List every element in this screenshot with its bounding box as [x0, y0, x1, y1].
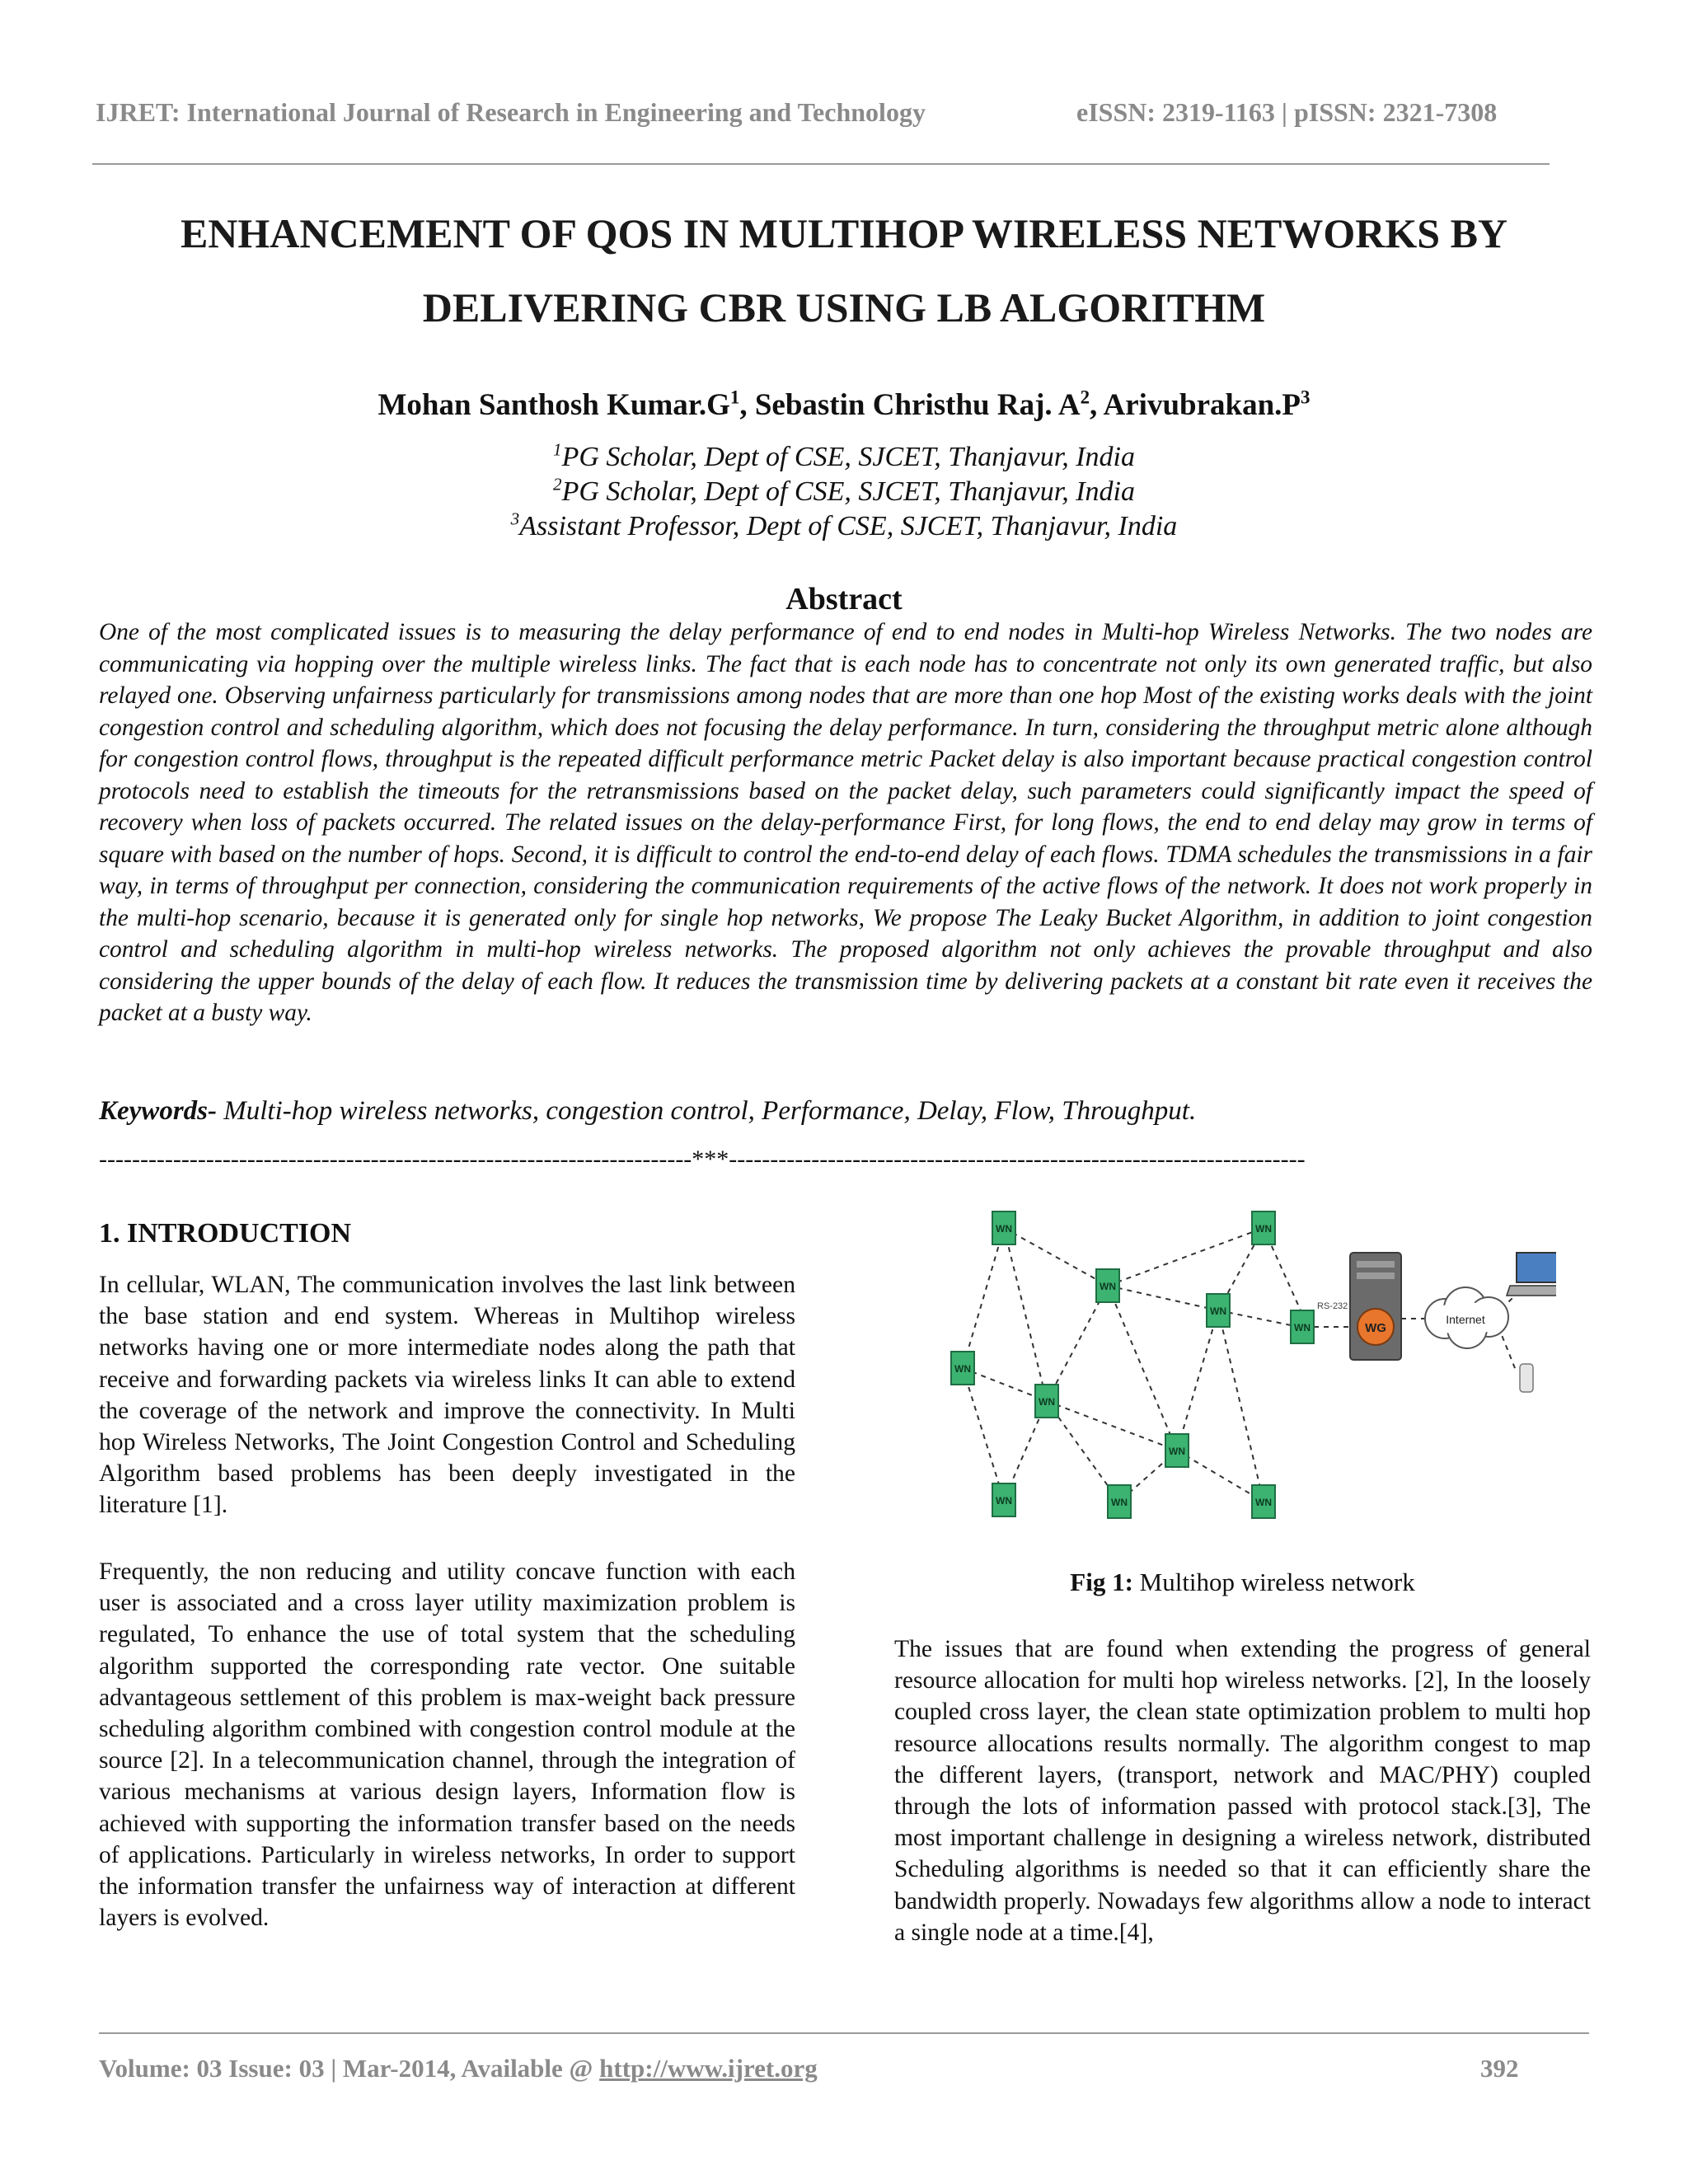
- wireless-node: [951, 1352, 974, 1385]
- svg-text:WG: WG: [1365, 1321, 1386, 1335]
- affiliation-mark: 1: [553, 439, 562, 460]
- wireless-link: [1177, 1451, 1264, 1502]
- svg-text:WN: WN: [996, 1495, 1012, 1507]
- author-list: Mohan Santhosh $Kumar.G^1$, Sebastin Christhu Raj. $A^2$, $Arivubrakan.P^3$: [377, 387, 1311, 422]
- footer-rule: [99, 2032, 1589, 2034]
- affiliation-text: PG Scholar, Dept of CSE, SJCET, Thanjavur, India: [561, 476, 1135, 507]
- page-number: 392: [1480, 2054, 1519, 2083]
- journal-url-link[interactable]: http://www.ijret.org: [599, 2054, 818, 2083]
- author-name: Arivubrakan.P: [1103, 388, 1301, 422]
- affiliation-mark: 3: [510, 509, 520, 529]
- internet-cloud-icon: [1425, 1287, 1508, 1348]
- keywords-label: Keywords-: [99, 1096, 217, 1126]
- multihop-network-diagram: [930, 1203, 1556, 1549]
- keywords: [99, 1096, 1591, 1127]
- wireless-link: [1004, 1228, 1108, 1286]
- wireless-node: [1035, 1385, 1058, 1418]
- svg-text:WN: WN: [1169, 1446, 1185, 1457]
- author-name: Mohan Santhosh Kumar.G: [377, 388, 730, 422]
- wireless-link: [1108, 1228, 1264, 1286]
- header-rule: [92, 163, 1550, 165]
- svg-text:WN: WN: [1111, 1497, 1128, 1508]
- keywords-text: Multi-hop wireless networks, congestion control, Performance, Delay, Flow, Throughput.: [217, 1096, 1197, 1126]
- title-line-1: ENHANCEMENT OF QOS IN MULTIHOP WIRELESS NETWORKS BY: [180, 210, 1508, 256]
- wireless-link: [1004, 1228, 1047, 1401]
- rs232-label: RS-232: [1317, 1301, 1348, 1311]
- section-separator: ------------------------------------------------------------------------***----------------------------------------------------------------------: [99, 1146, 1306, 1173]
- author-mark: 3: [1301, 387, 1311, 408]
- svg-text:WN: WN: [1210, 1305, 1226, 1317]
- svg-text:WN: WN: [1255, 1497, 1272, 1508]
- section-heading-introduction: 1. INTRODUCTION: [99, 1218, 352, 1249]
- figure-caption-label: Fig 1:: [1070, 1568, 1133, 1596]
- wireless-node: [992, 1212, 1015, 1244]
- wireless-node: [1096, 1269, 1119, 1302]
- laptop-icon: [1507, 1253, 1556, 1296]
- svg-text:WN: WN: [1255, 1223, 1272, 1235]
- wireless-node: [1291, 1310, 1314, 1343]
- svg-text:WN: WN: [1039, 1396, 1055, 1408]
- intro-paragraph-3: The issues that are found when extending the progress of general resource allocation for multi hop wireless networks. [2], In the loosely coupled cross layer, the clean state optimization problem to multi hop resource allocations results normally. The algorithm congest to map the different layers, (transport, network and MAC/PHY) coupled through the lots of information passed with protocol stack.[3], The most important challenge in designing a wireless network, distributed Scheduling algorithms is needed so that it can efficiently share the bandwidth properly. Nowadays few algorithms allow a node to interact a single node at a time.[4],: [894, 1636, 1591, 1946]
- wireless-node: [1165, 1434, 1189, 1467]
- gateway-server: [1350, 1253, 1401, 1360]
- wireless-node: [1108, 1485, 1131, 1518]
- affiliation-1: [99, 439, 1589, 473]
- wireless-link: [1498, 1327, 1517, 1372]
- intro-paragraph-2: Frequently, the non reducing and utility concave function with each user is associated and a cross layer utility maximization problem is regulated, To enhance the use of total system that the scheduling algorithm supported the corresponding rate vector. One suitable advantageous settlement of this problem is max-weight back pressure scheduling algorithm combined with congestion control module at the source [2]. In a telecommunication channel, through the integration of various mechanisms at various design layers, Information flow is achieved with supporting the information transfer based on the needs of applications. Particularly in wireless networks, In order to support the information transfer the unfairness way of interaction at different layers is evolved.: [99, 1558, 795, 1932]
- wireless-node: [1207, 1294, 1230, 1327]
- wireless-link: [1218, 1310, 1264, 1502]
- svg-text:Internet: Internet: [1446, 1313, 1485, 1326]
- svg-text:WN: WN: [996, 1223, 1012, 1235]
- abstract-body: One of the most complicated issues is to measuring the delay performance of end to end nodes in Multi-hop Wireless Networks. The two nodes are communicating via hopping over the multiple wireless links. The fact that is each node has to concentrate not only its own generated traffic, but also relayed one. Observing unfairness particularly for transmissions among nodes that are more than one hop Most of the existing works deals with the joint congestion control and scheduling algorithm, which does not focusing the delay performance. In turn, considering the throughput metric alone although for congestion control flows, throughput is the repeated difficult performance metric Packet delay is also important because practical congestion control protocols need to establish the timeouts for the retransmissions based on the packet delay, such parameters could significantly impact the speed of recovery when loss of packets occurred. The related issues on the delay-performance First, for long flows, the end to end delay may grow in terms of square with based on the number of hops. Second, it is difficult to control the end-to-end delay of each flows. TDMA schedules the transmissions in a fair way, in terms of throughput per connection, considering the communication requirements of the active flows of the network. It does not work properly in the multi-hop scenario, because it is generated only for single hop networks, We propose The Leaky Bucket Algorithm, in addition to joint congestion control and scheduling algorithm in multi-hop wireless networks. The proposed algorithm not only achieves the provable throughput and also considering the upper bounds of the delay of each flow. It reduces the transmission time by delivering packets at a constant bit rate even it receives the packet at a busty way.: [99, 619, 1592, 1026]
- footer-volume-info: [99, 2054, 818, 2083]
- paper-title: [99, 196, 1589, 344]
- affiliation-3: [99, 511, 1589, 542]
- phone-icon: [1520, 1364, 1533, 1392]
- affiliation-mark: 2: [553, 474, 562, 494]
- wireless-node: [1252, 1485, 1275, 1518]
- wireless-link: [963, 1368, 1004, 1500]
- svg-text:WN: WN: [954, 1363, 971, 1375]
- footer-text: Volume: 03 Issue: 03 | Mar-2014, Available @: [99, 2054, 600, 2083]
- affiliation-2: [99, 476, 1589, 508]
- network-figure: [930, 1203, 1556, 1549]
- title-line-2: DELIVERING CBR USING LB ALGORITHM: [422, 284, 1266, 330]
- journal-name: IJRET: International Journal of Research in Engineering and Technology: [96, 97, 926, 127]
- svg-text:WN: WN: [1294, 1322, 1311, 1333]
- wireless-link: [963, 1228, 1004, 1368]
- wireless-link: [963, 1368, 1047, 1401]
- affiliation-text: Assistant Professor, Dept of CSE, SJCET, Thanjavur, India: [519, 511, 1178, 541]
- author-mark: 1: [729, 387, 740, 408]
- wireless-link: [1047, 1401, 1177, 1451]
- affiliation-text: PG Scholar, Dept of CSE, SJCET, Thanjavur, India: [561, 442, 1135, 472]
- svg-text:WN: WN: [1100, 1281, 1116, 1292]
- wireless-node: [1252, 1212, 1275, 1244]
- intro-paragraph-1: In cellular, WLAN, The communication involves the last link between the base station and end system. Whereas in Multihop wireless networks having one or more intermediate nodes along the path that receive and forwarding packets via wireless links It can able to extend the coverage of the network and improve the connectivity. In Multi hop Wireless Networks, The Joint Congestion Control and Scheduling Algorithm based problems has been deeply investigated in the literature [1].: [99, 1272, 795, 1519]
- figure-caption: [894, 1568, 1591, 1597]
- wireless-node: [992, 1483, 1015, 1516]
- wireless-link: [1177, 1310, 1218, 1451]
- figure-caption-text: Multihop wireless network: [1132, 1568, 1415, 1596]
- author-name: Sebastin Christhu Raj. A: [754, 388, 1081, 422]
- abstract-heading: Abstract: [785, 582, 903, 616]
- wireless-link: [1108, 1286, 1177, 1451]
- author-mark: 2: [1080, 387, 1090, 408]
- wireless-link: [1108, 1286, 1218, 1310]
- issn-info: eISSN: 2319-1163 | pISSN: 2321-7308: [1076, 97, 1498, 127]
